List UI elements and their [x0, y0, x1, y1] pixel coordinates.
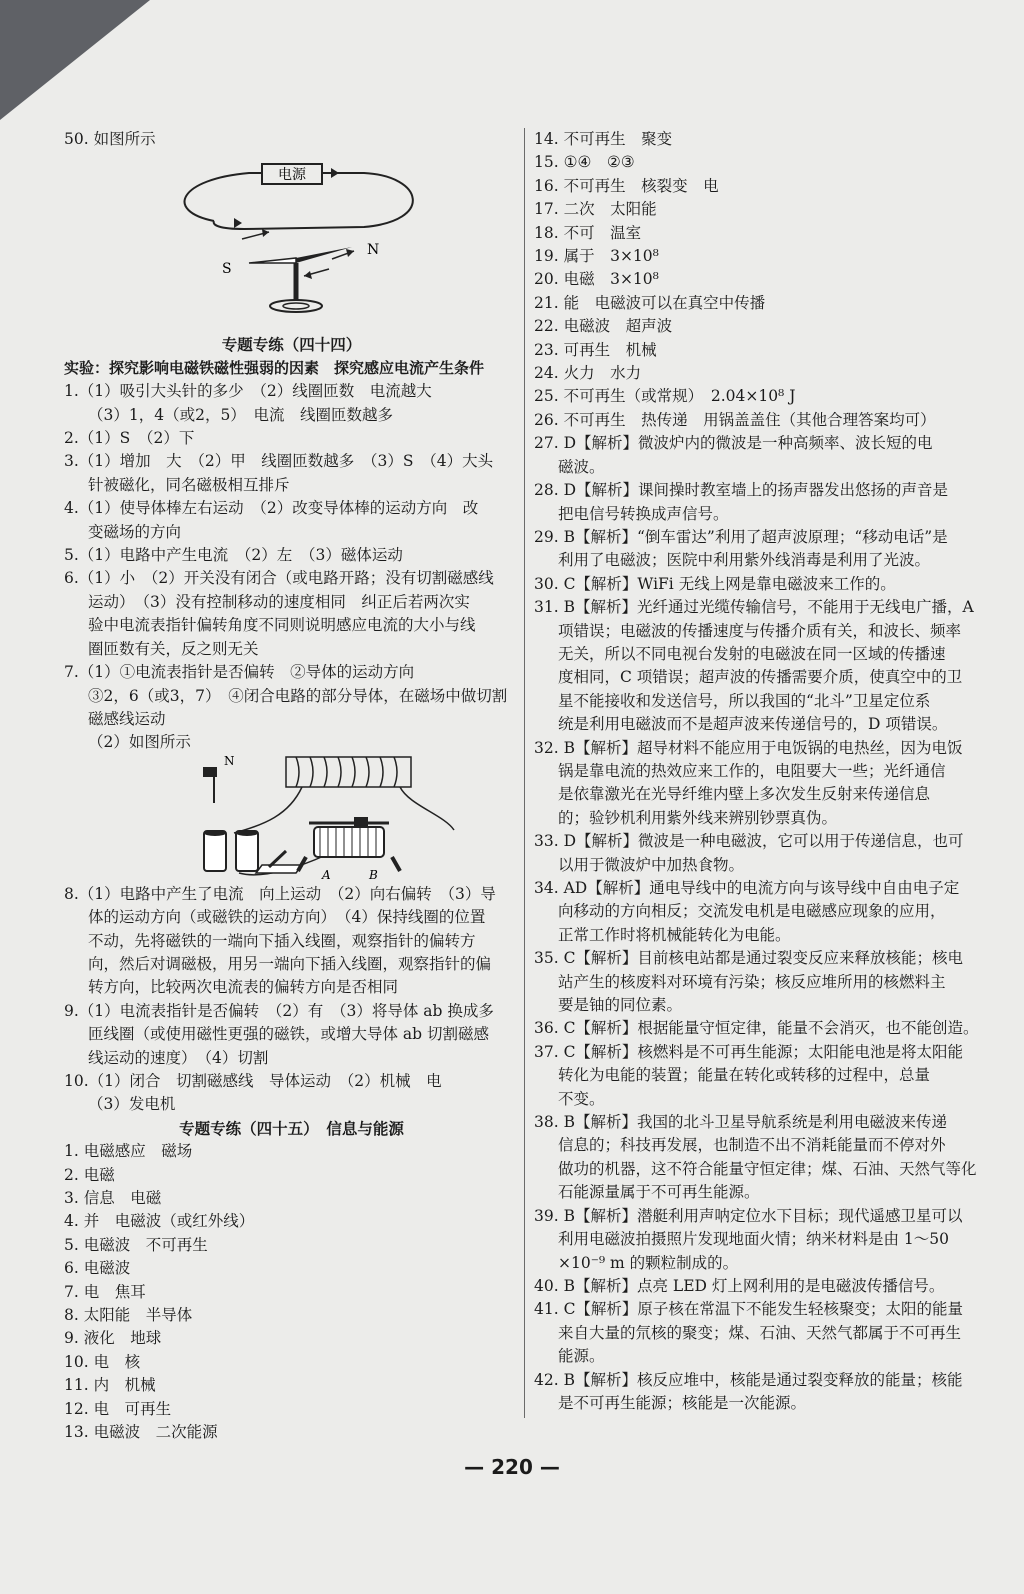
- answer-line: 4.（1）使导体棒左右运动 （2）改变导体棒的运动方向 改: [64, 499, 479, 518]
- answer-line: 10.（1）闭合 切割磁感线 导体运动 （2）机械 电: [64, 1071, 442, 1090]
- answer-line: 锅是靠电流的热效应来工作的，电阻要大一些；光纤通信: [558, 761, 946, 780]
- answer-line: 38. B【解析】我国的北斗卫星导航系统是利用电磁波来传递: [534, 1113, 947, 1132]
- answer-line: （2）如图所示: [88, 733, 191, 752]
- answer-line: 利用电磁波拍摄照片发现地面火情；纳米材料是由 1～50: [558, 1230, 950, 1249]
- arrowhead-icon: [304, 271, 312, 279]
- needle-south-half: [249, 258, 296, 263]
- answer-line: 做功的机器，这不符合能量守恒定律；煤、石油、天然气等化: [558, 1159, 977, 1178]
- page-number: — 220 —: [464, 1455, 560, 1479]
- answer-line: 37. C【解析】核燃料是不可再生能源；太阳能电池是将太阳能: [534, 1042, 963, 1061]
- answer-line: 34. AD【解析】通电导线中的电流方向与该导线中自由电子定: [534, 879, 960, 897]
- answer-line: 3. 信息 电磁: [64, 1189, 162, 1207]
- answer-line: 8. 太阳能 半导体: [64, 1306, 193, 1325]
- answer-line: 20. 电磁 3×10⁸: [534, 270, 659, 289]
- section-44-subtitle: 实验：探究影响电磁铁磁性强弱的因素 探究感应电流产生条件: [64, 358, 485, 377]
- compass-circuit-figure: [64, 151, 519, 333]
- answer-line: 23. 可再生 机械: [534, 340, 657, 359]
- rheostat-icon: [314, 827, 384, 857]
- answer-line: 变磁场的方向: [88, 522, 182, 541]
- answer-line: 22. 电磁波 超声波: [534, 317, 673, 336]
- answer-line: 正常工作时将机械能转化为电能。: [558, 925, 791, 944]
- answer-line: 25. 不可再生（或常规） 2.04×10⁸ J: [534, 387, 796, 406]
- compass-base: [270, 300, 322, 312]
- answer-line: 35. C【解析】目前核电站都是通过裂变反应来释放核能；核电: [534, 949, 963, 968]
- answer-line: 站产生的核废料对环境有污染；核反应堆所用的核燃料主: [558, 972, 946, 991]
- answer-line: 9.（1）电流表指针是否偏转 （2）有 （3）将导体 ab 换成多: [64, 1001, 494, 1020]
- section-45-title: 专题专练（四十五） 信息与能源: [179, 1118, 404, 1138]
- coil-core: [286, 757, 411, 787]
- answer-line: 转化为电能的装置；能量在转化或转移的过程中，总量: [558, 1066, 931, 1085]
- answer-line: 的；验钞机利用紫外线来辨别钞票真伪。: [558, 808, 838, 827]
- answer-line: 是不可再生能源；核能是一次能源。: [558, 1393, 807, 1412]
- answer-line: 14. 不可再生 聚变: [534, 130, 673, 148]
- arrowhead-icon: [234, 218, 242, 228]
- column-divider: [524, 128, 525, 1418]
- answer-line: 13. 电磁波 二次能源: [64, 1423, 218, 1442]
- induction-circuit-figure: [64, 755, 519, 883]
- section-44-title: 专题专练（四十四）: [221, 335, 362, 355]
- answer-line: 转方向，比较两次电流表的偏转方向是否相同: [88, 978, 399, 997]
- answer-line: 32. B【解析】超导材料不能应用于电饭锅的电热丝，因为电饭: [534, 738, 963, 757]
- answer-line: 18. 不可 温室: [534, 223, 642, 242]
- answer-line: 8.（1）电路中产生了电流 向上运动 （2）向右偏转 （3）导: [64, 884, 496, 903]
- answer-line: 24. 火力 水力: [534, 364, 642, 383]
- answer-line: 2. 电磁: [64, 1165, 115, 1184]
- battery-icon: [236, 831, 258, 871]
- answer-line: （3）1，4（或2，5） 电流 线圈匝数越多: [88, 405, 394, 424]
- arrowhead-icon: [331, 168, 339, 178]
- answer-line: 15. ①④ ②③: [534, 153, 635, 172]
- answer-line: 圈匝数有关，反之则无关: [88, 639, 259, 658]
- flag-icon: [203, 767, 217, 777]
- answer-line: 是依靠激光在光导纤维内壁上多次发生反射来传递信息: [558, 785, 931, 804]
- answer-line: 36. C【解析】根据能量守恒定律，能量不会消灭，也不能创造。: [534, 1019, 979, 1038]
- power-label: 电源: [278, 167, 306, 184]
- right-column: [534, 128, 992, 1415]
- answer-50: 50. 如图所示: [64, 130, 156, 148]
- answer-line: 5.（1）电路中产生电流 （2）左 （3）磁体运动: [64, 546, 403, 565]
- answer-line: 29. B【解析】“倒车雷达”利用了超声波原理；“移动电话”是: [534, 527, 948, 546]
- label-a: A: [322, 867, 331, 882]
- answer-line: 31. B【解析】光纤通过光缆传输信号，不能用于无线电广播，A: [534, 598, 974, 617]
- label-s: S: [222, 261, 232, 278]
- answer-line: 磁感线运动: [88, 709, 166, 728]
- flag-label-n: N: [224, 754, 235, 768]
- answer-line: 26. 不可再生 热传递 用锅盖盖住（其他合理答案均可）: [534, 410, 936, 429]
- answer-line: 9. 液化 地球: [64, 1329, 162, 1348]
- page-corner-shadow: [0, 0, 150, 120]
- answer-line: 1. 电磁感应 磁场: [64, 1142, 193, 1161]
- answer-line: 33. D【解析】微波是一种电磁波，它可以用于传递信息，也可: [534, 832, 964, 851]
- answer-line: 要是铀的同位素。: [558, 996, 683, 1015]
- answer-line: 针被磁化，同名磁极相互排斥: [88, 475, 290, 494]
- answer-line: 41. C【解析】原子核在常温下不能发生轻核聚变；太阳的能量: [534, 1300, 963, 1319]
- arrowhead-icon: [346, 249, 354, 257]
- answer-line: 4. 并 电磁波（或红外线）: [64, 1212, 255, 1231]
- answer-line: 向，然后对调磁极，用另一端向下插入线圈，观察指针的偏: [88, 954, 492, 973]
- answer-line: ③2，6（或3，7） ④闭合电路的部分导体，在磁场中做切割: [88, 686, 508, 705]
- answer-line: 线运动的速度） （4）切割: [88, 1048, 269, 1067]
- label-b: B: [369, 867, 378, 882]
- answer-line: 把电信号转换成声信号。: [558, 504, 729, 523]
- battery-icon: [204, 831, 226, 871]
- coil-windings: [296, 757, 397, 787]
- answer-line: 运动） （3）没有控制移动的速度相同 纠正后若两次实: [88, 592, 470, 611]
- answer-line: 21. 能 电磁波可以在真空中传播: [534, 293, 766, 312]
- battery-top: [204, 830, 226, 836]
- answer-line: 不变。: [558, 1089, 605, 1108]
- answer-line: 利用了电磁波；医院中利用紫外线消毒是利用了光波。: [558, 551, 931, 570]
- wire: [400, 787, 454, 830]
- answer-line: 2.（1）S （2）下: [64, 429, 195, 448]
- answer-line: 星不能接收和发送信号，所以我国的“北斗”卫星定位系: [558, 691, 931, 710]
- answer-line: 3.（1）增加 大 （2）甲 线圈匝数越多 （3）S （4）大头: [64, 452, 494, 471]
- answer-line: 匝线圈（或使用磁性更强的磁铁，或增大导体 ab 切割磁感: [88, 1025, 490, 1044]
- label-n: N: [367, 242, 380, 259]
- answer-line: 5. 电磁波 不可再生: [64, 1235, 208, 1254]
- switch-base: [256, 865, 302, 873]
- answer-line: 以用于微波炉中加热食物。: [558, 855, 745, 874]
- answer-line: 30. C【解析】WiFi 无线上网是靠电磁波来工作的。: [534, 574, 896, 593]
- answer-line: 7. 电 焦耳: [64, 1282, 146, 1301]
- answer-line: 7.（1）①电流表指针是否偏转 ②导体的运动方向: [64, 663, 415, 682]
- answer-line: ×10⁻⁹ m 的颗粒制成的。: [558, 1253, 739, 1272]
- answer-line: 17. 二次 太阳能: [534, 200, 657, 219]
- answer-line: 无关，所以不同电视台发射的电磁波在同一区域的传播速: [558, 644, 946, 663]
- slider-icon[interactable]: [354, 817, 368, 827]
- answer-line: 12. 电 可再生: [64, 1399, 172, 1418]
- answer-line: 16. 不可再生 核裂变 电: [534, 176, 719, 195]
- answer-line: （3）发电机: [88, 1095, 176, 1114]
- answer-line: 28. D【解析】课间操时教室墙上的扬声器发出悠扬的声音是: [534, 481, 949, 500]
- answer-line: 项错误；电磁波的传播速度与传播介质有关，和波长、频率: [558, 621, 962, 640]
- answer-line: 1.（1）吸引大头针的多少 （2）线圈匝数 电流越大: [64, 382, 432, 401]
- answer-line: 11. 内 机械: [64, 1376, 156, 1395]
- answer-line: 磁波。: [558, 457, 605, 476]
- left-column: [64, 128, 519, 1444]
- answer-line: 27. D【解析】微波炉内的微波是一种高频率、波长短的电: [534, 434, 933, 453]
- answer-line: 统是利用电磁波而不是超声波来传递信号的，D 项错误。: [558, 715, 948, 734]
- answer-line: 体的运动方向（或磁铁的运动方向） （4）保持线圈的位置: [88, 908, 486, 927]
- answer-line: 信息的；科技再发展，也制造不出不消耗能量而不停对外: [558, 1136, 946, 1155]
- answer-line: 40. B【解析】点亮 LED 灯上网利用的是电磁波传播信号。: [534, 1276, 945, 1295]
- answer-line: 能源。: [558, 1347, 605, 1366]
- compass-base-inner: [283, 303, 309, 309]
- rheostat-legs: [298, 857, 400, 871]
- answer-line: 39. B【解析】潜艇利用声呐定位水下目标；现代遥感卫星可以: [534, 1206, 963, 1225]
- wire: [234, 787, 302, 833]
- answer-line: 6.（1）小 （2）开关没有闭合（或电路开路；没有切割磁感线: [64, 569, 494, 588]
- answer-line: 19. 属于 3×10⁸: [534, 247, 659, 266]
- answer-line: 验中电流表指针偏转角度不同则说明感应电流的大小与线: [88, 616, 476, 635]
- answer-line: 6. 电磁波: [64, 1259, 131, 1278]
- answer-line: 石能源量属于不可再生能源。: [558, 1183, 760, 1202]
- answer-line: 向移动的方向相反；交流发电机是电磁感应现象的应用，: [558, 902, 946, 921]
- answer-line: 来自大量的氘核的聚变；煤、石油、天然气都属于不可再生: [558, 1323, 962, 1342]
- answer-line: 度相同，C 项错误；超声波的传播需要介质，使真空中的卫: [558, 668, 963, 687]
- answer-line: 不动，先将磁铁的一端向下插入线圈，观察指针的偏转方: [88, 931, 476, 950]
- battery-top: [236, 830, 258, 836]
- answer-line: 42. B【解析】核反应堆中，核能是通过裂变释放的能量；核能: [534, 1370, 963, 1389]
- answer-line: 10. 电 核: [64, 1352, 141, 1371]
